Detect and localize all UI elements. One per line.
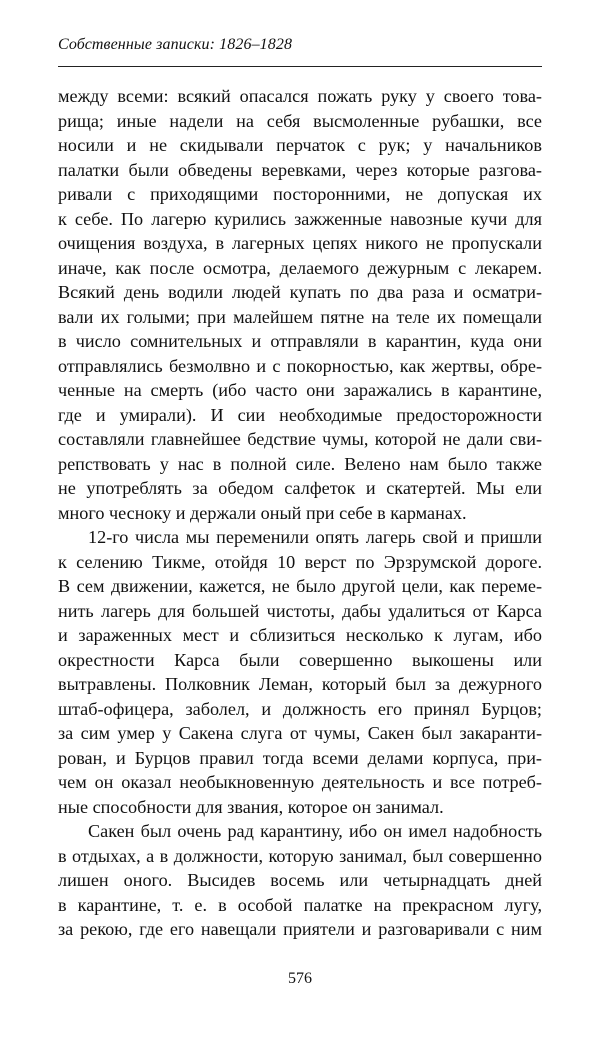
text-line: в карантине, т. е. в особой палатке на прекрасном лугу, [58,894,542,915]
text-line: за сим умер у Сакена слуга от чумы, Сакен был закаранти- [58,723,542,743]
header-rule [58,66,542,67]
text-line: к селению Тикме, отойдя 10 верст по Эрзрумской дороге. [58,551,542,572]
text-line: между всеми: всякий опасался пожать руку у своего това- [58,86,542,106]
text-line: чем он оказал необыкновенную деятельность и все потреб- [58,772,542,792]
body-text [58,84,542,942]
text-line: ривали с приходящими посторонними, не допуская их [58,184,542,204]
text-line: лишен оного. Высидев восемь или четырнадцать дней [58,870,542,890]
text-line: рища; иные надели на себя высмоленные рубашки, все [58,110,542,131]
text-line: палатки были обведены веревками, через которые разгова- [58,159,542,180]
paragraph [58,525,542,819]
text-line: к себе. По лагерю курились зажженные навозные кучи для [58,208,542,229]
text-line: где и умирали). И сии необходимые предосторожности [58,404,542,425]
text-line: штаб-офицера, заболел, и должность его принял Бурцов; [58,698,542,719]
text-line: иначе, как после осмотра, делаемого дежурным с лекарем. [58,257,542,278]
text-line: Всякий день водили людей купать по два раза и осматри- [58,282,542,302]
text-line: составляли главнейшее бедствие чумы, которой не дали сви- [58,429,542,449]
text-line: рован, и Бурцов правил тогда всеми делами корпуса, при- [58,747,542,768]
text-line: ные способности для звания, которое он занимал. [58,796,444,817]
paragraph [58,819,542,942]
text-line: репствовать у нас в полной силе. Велено нам было также [58,453,542,474]
text-line: и зараженных мест и сблизиться несколько к лугам, ибо [58,625,542,645]
text-line: очищения воздуха, в лагерных цепях никого не пропускали [58,233,542,253]
text-line: Сакен был очень рад карантину, ибо он имел надобность [88,821,542,841]
text-line: 12-го числа мы переменили опять лагерь свой и пришли [88,527,542,547]
paragraph [58,84,542,525]
text-line: В сем движении, кажется, не было другой цели, как переме- [58,576,542,596]
text-line: за рекою, где его навещали приятели и разговаривали с ним [58,919,542,939]
page-number: 576 [288,970,312,987]
text-line: нить лагерь для большей чистоты, дабы удалиться от Карса [58,600,542,621]
text-line: вытравлены. Полковник Леман, который был за дежурного [58,674,542,694]
text-line: ченные на смерть (ибо часто они заражались в карантине, [58,380,542,400]
text-line: в число сомнительных и отправляли в карантин, куда они [58,331,542,351]
text-line: не употреблять за обедом салфеток и скатертей. Мы ели [58,478,542,498]
text-line: в отдыхах, а в должности, которую занимал, был совершенно [58,845,542,866]
text-line: окрестности Карса были совершенно выкошены или [58,649,542,670]
text-line: много чесноку и держали оный при себе в карманах. [58,502,467,523]
running-title: Собственные записки: 1826–1828 [58,36,293,53]
text-line: вали их голыми; при малейшем пятне на теле их помещали [58,306,542,327]
text-line: отправлялись безмолвно и с покорностью, как жертвы, обре- [58,355,542,376]
text-line: носили и не скидывали перчаток с рук; у начальников [58,135,542,155]
